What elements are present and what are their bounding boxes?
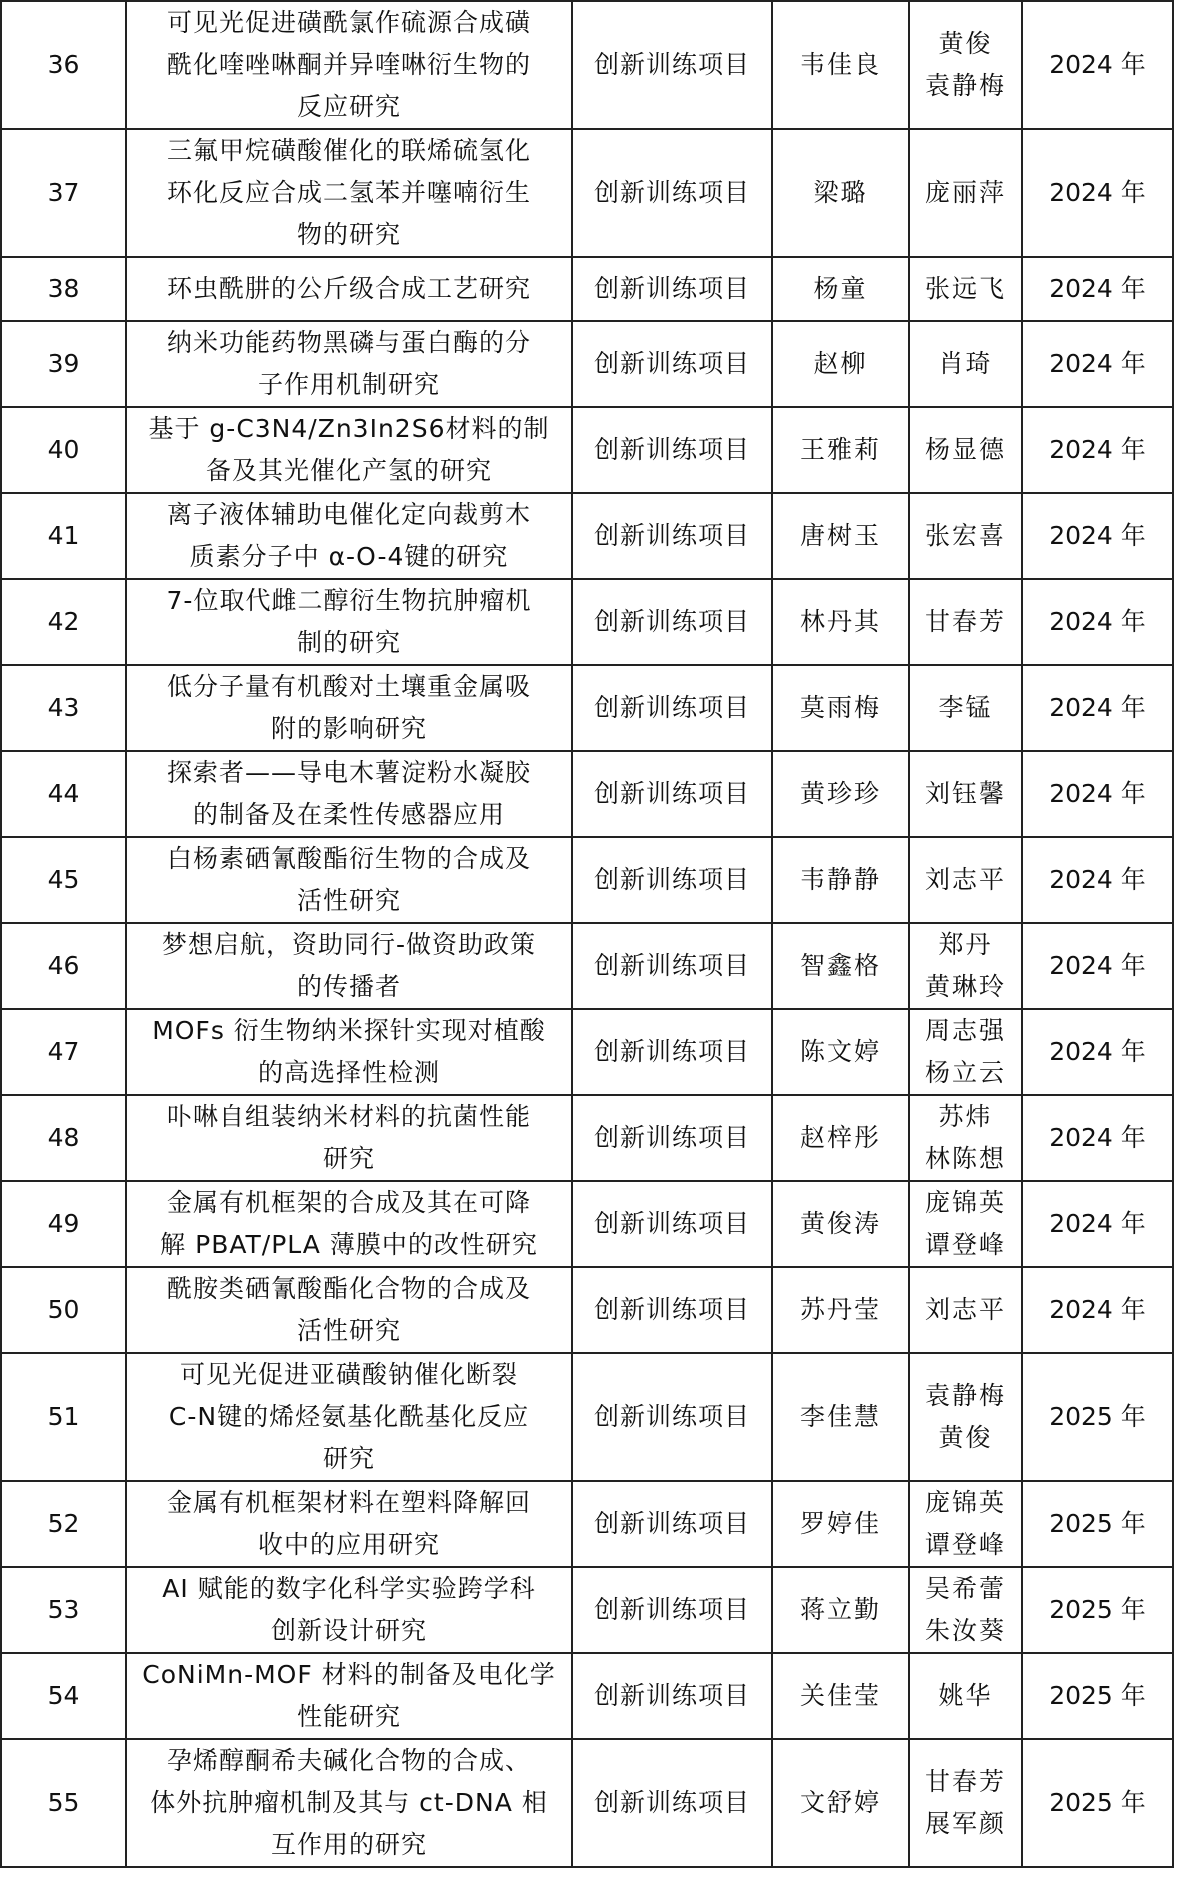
student-name-cell: 智鑫格: [772, 923, 909, 1009]
year-cell: 2024 年: [1022, 751, 1173, 837]
table-row: [1, 1653, 1173, 1739]
student-name-cell: 王雅莉: [772, 407, 909, 493]
student-name-cell: 唐树玉: [772, 493, 909, 579]
project-name-line: 制的研究: [296, 628, 401, 657]
advisor-name: 张宏喜: [924, 521, 1006, 550]
advisor-cell: [909, 493, 1022, 579]
project-name-line: 探索者——导电木薯淀粉水凝胶: [166, 758, 531, 787]
row-number-cell: 53: [1, 1567, 126, 1653]
student-name-cell: 文舒婷: [772, 1739, 909, 1867]
advisor-cell: [909, 1567, 1022, 1653]
project-name-line: MOFs 衍生物纳米探针实现对植酸: [152, 1016, 546, 1045]
student-name-cell: 莫雨梅: [772, 665, 909, 751]
project-name-line: 酰化喹唑啉酮并异喹啉衍生物的: [166, 50, 531, 79]
project-name-line: 体外抗肿瘤机制及其与 ct-DNA 相: [150, 1788, 548, 1817]
table-row: [1, 837, 1173, 923]
project-type-cell: 创新训练项目: [572, 923, 772, 1009]
advisor-name: 庞锦英: [924, 1488, 1006, 1517]
advisor-name: 郑丹: [938, 930, 993, 959]
project-name-cell: [126, 493, 572, 579]
advisor-name: 刘志平: [924, 1295, 1006, 1324]
row-number-cell: 47: [1, 1009, 126, 1095]
table-row: [1, 1267, 1173, 1353]
table-row: [1, 321, 1173, 407]
row-number-cell: 45: [1, 837, 126, 923]
student-name-cell: 李佳慧: [772, 1353, 909, 1481]
table-row: [1, 1739, 1173, 1867]
student-name-cell: 蒋立勤: [772, 1567, 909, 1653]
table-row: [1, 665, 1173, 751]
project-name-line: 金属有机框架的合成及其在可降: [166, 1188, 531, 1217]
table-row: [1, 1095, 1173, 1181]
project-type-cell: 创新训练项目: [572, 1267, 772, 1353]
advisor-name: 林陈想: [924, 1144, 1006, 1173]
advisor-name: 黄俊: [938, 29, 993, 58]
project-name-line: 环化反应合成二氢苯并噻喃衍生: [166, 178, 531, 207]
advisor-name: 谭登峰: [924, 1230, 1006, 1259]
student-name-cell: 梁璐: [772, 129, 909, 257]
student-name-cell: 林丹其: [772, 579, 909, 665]
advisor-name: 袁静梅: [924, 71, 1006, 100]
year-cell: 2024 年: [1022, 1, 1173, 129]
project-table-body: [1, 1, 1173, 1867]
project-name-line: 7-位取代雌二醇衍生物抗肿瘤机: [166, 586, 532, 615]
project-name-line: 质素分子中 α-O-4键的研究: [189, 542, 509, 571]
year-cell: 2024 年: [1022, 407, 1173, 493]
student-name-cell: 黄珍珍: [772, 751, 909, 837]
advisor-cell: [909, 1353, 1022, 1481]
year-cell: 2024 年: [1022, 493, 1173, 579]
row-number-cell: 44: [1, 751, 126, 837]
project-name-cell: [126, 751, 572, 837]
row-number-cell: 46: [1, 923, 126, 1009]
project-name-cell: [126, 1653, 572, 1739]
project-name-line: 备及其光催化产氢的研究: [205, 456, 492, 485]
project-name-line: 附的影响研究: [270, 714, 427, 743]
advisor-cell: [909, 407, 1022, 493]
row-number-cell: 37: [1, 129, 126, 257]
row-number-cell: 54: [1, 1653, 126, 1739]
project-name-line: 互作用的研究: [270, 1830, 427, 1859]
student-name-cell: 赵柳: [772, 321, 909, 407]
project-type-cell: 创新训练项目: [572, 407, 772, 493]
project-type-cell: 创新训练项目: [572, 1181, 772, 1267]
project-name-cell: [126, 129, 572, 257]
project-name-cell: [126, 1481, 572, 1567]
table-row: [1, 1181, 1173, 1267]
project-name-line: 的高选择性检测: [257, 1058, 440, 1087]
advisor-cell: [909, 1009, 1022, 1095]
advisor-name: 刘志平: [924, 865, 1006, 894]
project-name-cell: [126, 407, 572, 493]
advisor-name: 吴希蕾: [924, 1574, 1006, 1603]
project-type-cell: 创新训练项目: [572, 1567, 772, 1653]
row-number-cell: 38: [1, 257, 126, 321]
year-cell: 2025 年: [1022, 1653, 1173, 1739]
table-row: [1, 1567, 1173, 1653]
project-name-line: 低分子量有机酸对土壤重金属吸: [166, 672, 531, 701]
advisor-name: 杨立云: [924, 1058, 1006, 1087]
advisor-name: 展军颜: [924, 1809, 1006, 1838]
row-number-cell: 52: [1, 1481, 126, 1567]
project-type-cell: 创新训练项目: [572, 1739, 772, 1867]
year-cell: 2024 年: [1022, 1267, 1173, 1353]
advisor-name: 谭登峰: [924, 1530, 1006, 1559]
student-name-cell: 关佳莹: [772, 1653, 909, 1739]
year-cell: 2024 年: [1022, 665, 1173, 751]
project-type-cell: 创新训练项目: [572, 1095, 772, 1181]
project-type-cell: 创新训练项目: [572, 1, 772, 129]
advisor-name: 庞丽萍: [924, 178, 1006, 207]
advisor-name: 姚华: [938, 1681, 993, 1710]
row-number-cell: 50: [1, 1267, 126, 1353]
advisor-name: 刘钰馨: [924, 779, 1006, 808]
project-name-line: 孕烯醇酮希夫碱化合物的合成、: [166, 1746, 531, 1775]
project-name-cell: [126, 1353, 572, 1481]
project-name-cell: [126, 923, 572, 1009]
project-name-line: 物的研究: [296, 220, 401, 249]
advisor-cell: [909, 257, 1022, 321]
advisor-cell: [909, 1267, 1022, 1353]
advisor-cell: [909, 1653, 1022, 1739]
project-type-cell: 创新训练项目: [572, 665, 772, 751]
advisor-cell: [909, 837, 1022, 923]
project-name-line: AI 赋能的数字化科学实验跨学科: [162, 1574, 536, 1603]
year-cell: 2024 年: [1022, 321, 1173, 407]
table-row: [1, 1353, 1173, 1481]
year-cell: 2024 年: [1022, 1181, 1173, 1267]
project-name-line: 反应研究: [296, 92, 401, 121]
project-name-line: 收中的应用研究: [257, 1530, 440, 1559]
table-row: [1, 579, 1173, 665]
project-name-line: 解 PBAT/PLA 薄膜中的改性研究: [160, 1230, 538, 1259]
project-name-line: 白杨素硒氰酸酯衍生物的合成及: [166, 844, 531, 873]
project-type-cell: 创新训练项目: [572, 579, 772, 665]
project-name-line: 的制备及在柔性传感器应用: [192, 800, 505, 829]
year-cell: 2025 年: [1022, 1739, 1173, 1867]
row-number-cell: 40: [1, 407, 126, 493]
project-name-cell: [126, 665, 572, 751]
project-type-cell: 创新训练项目: [572, 493, 772, 579]
project-name-cell: [126, 1739, 572, 1867]
project-name-line: 卟啉自组装纳米材料的抗菌性能: [166, 1102, 531, 1131]
year-cell: 2025 年: [1022, 1353, 1173, 1481]
advisor-name: 李锰: [938, 693, 993, 722]
student-name-cell: 韦静静: [772, 837, 909, 923]
project-name-cell: [126, 1009, 572, 1095]
project-type-cell: 创新训练项目: [572, 129, 772, 257]
table-row: [1, 1481, 1173, 1567]
row-number-cell: 48: [1, 1095, 126, 1181]
row-number-cell: 39: [1, 321, 126, 407]
project-name-line: 的传播者: [296, 972, 401, 1001]
project-type-cell: 创新训练项目: [572, 837, 772, 923]
advisor-cell: [909, 1181, 1022, 1267]
year-cell: 2024 年: [1022, 257, 1173, 321]
row-number-cell: 49: [1, 1181, 126, 1267]
project-name-line: 金属有机框架材料在塑料降解回: [166, 1488, 531, 1517]
advisor-name: 黄琳玲: [924, 972, 1006, 1001]
student-name-cell: 杨童: [772, 257, 909, 321]
project-name-cell: [126, 579, 572, 665]
project-name-line: 可见光促进亚磺酸钠催化断裂: [179, 1360, 518, 1389]
advisor-name: 黄俊: [938, 1423, 993, 1452]
advisor-cell: [909, 579, 1022, 665]
project-type-cell: 创新训练项目: [572, 257, 772, 321]
advisor-name: 朱汝葵: [924, 1616, 1006, 1645]
project-name-line: 纳米功能药物黑磷与蛋白酶的分: [166, 328, 531, 357]
advisor-cell: [909, 129, 1022, 257]
project-name-line: 活性研究: [296, 886, 401, 915]
year-cell: 2025 年: [1022, 1567, 1173, 1653]
project-type-cell: 创新训练项目: [572, 751, 772, 837]
advisor-cell: [909, 665, 1022, 751]
project-name-cell: [126, 1567, 572, 1653]
project-name-line: CoNiMn-MOF 材料的制备及电化学: [142, 1660, 556, 1689]
project-name-line: 活性研究: [296, 1316, 401, 1345]
project-name-line: 研究: [322, 1144, 375, 1173]
project-type-cell: 创新训练项目: [572, 321, 772, 407]
advisor-name: 庞锦英: [924, 1188, 1006, 1217]
project-name-cell: [126, 1, 572, 129]
student-name-cell: 赵梓彤: [772, 1095, 909, 1181]
student-name-cell: 陈文婷: [772, 1009, 909, 1095]
project-type-cell: 创新训练项目: [572, 1009, 772, 1095]
table-row: [1, 751, 1173, 837]
student-name-cell: 苏丹莹: [772, 1267, 909, 1353]
advisor-name: 张远飞: [924, 274, 1006, 303]
advisor-name: 袁静梅: [924, 1381, 1006, 1410]
project-name-line: 环虫酰肼的公斤级合成工艺研究: [166, 274, 531, 303]
project-name-line: C-N键的烯烃氨基化酰基化反应: [168, 1402, 530, 1431]
project-name-line: 酰胺类硒氰酸酯化合物的合成及: [166, 1274, 531, 1303]
project-name-line: 性能研究: [296, 1702, 401, 1731]
table-row: [1, 129, 1173, 257]
project-name-cell: [126, 321, 572, 407]
row-number-cell: 51: [1, 1353, 126, 1481]
advisor-name: 周志强: [924, 1016, 1006, 1045]
project-name-line: 基于 g-C3N4/Zn3In2S6材料的制: [148, 414, 550, 443]
advisor-name: 杨显德: [924, 435, 1006, 464]
project-name-cell: [126, 837, 572, 923]
table-row: [1, 923, 1173, 1009]
advisor-name: 苏炜: [938, 1102, 993, 1131]
row-number-cell: 41: [1, 493, 126, 579]
year-cell: 2024 年: [1022, 1095, 1173, 1181]
advisor-cell: [909, 1481, 1022, 1567]
table-row: [1, 407, 1173, 493]
project-name-cell: [126, 1267, 572, 1353]
project-name-cell: [126, 257, 572, 321]
advisor-name: 肖琦: [938, 349, 993, 378]
advisor-cell: [909, 923, 1022, 1009]
student-name-cell: 韦佳良: [772, 1, 909, 129]
row-number-cell: 42: [1, 579, 126, 665]
year-cell: 2024 年: [1022, 129, 1173, 257]
project-name-line: 梦想启航，资助同行-做资助政策: [161, 930, 537, 959]
year-cell: 2024 年: [1022, 579, 1173, 665]
row-number-cell: 55: [1, 1739, 126, 1867]
student-name-cell: 黄俊涛: [772, 1181, 909, 1267]
advisor-cell: [909, 1739, 1022, 1867]
project-type-cell: 创新训练项目: [572, 1481, 772, 1567]
advisor-cell: [909, 1095, 1022, 1181]
project-name-line: 离子液体辅助电催化定向裁剪木: [166, 500, 531, 529]
advisor-cell: [909, 1, 1022, 129]
project-type-cell: 创新训练项目: [572, 1653, 772, 1739]
project-name-cell: [126, 1095, 572, 1181]
project-type-cell: 创新训练项目: [572, 1353, 772, 1481]
year-cell: 2024 年: [1022, 837, 1173, 923]
advisor-cell: [909, 321, 1022, 407]
project-name-line: 可见光促进磺酰氯作硫源合成磺: [166, 8, 531, 37]
table-row: [1, 257, 1173, 321]
table-row: [1, 1, 1173, 129]
advisor-cell: [909, 751, 1022, 837]
project-name-line: 研究: [322, 1444, 375, 1473]
row-number-cell: 36: [1, 1, 126, 129]
advisor-name: 甘春芳: [924, 1767, 1006, 1796]
project-name-line: 创新设计研究: [270, 1616, 427, 1645]
project-name-line: 三氟甲烷磺酸催化的联烯硫氢化: [166, 136, 531, 165]
student-name-cell: 罗婷佳: [772, 1481, 909, 1567]
year-cell: 2024 年: [1022, 923, 1173, 1009]
project-name-cell: [126, 1181, 572, 1267]
year-cell: 2024 年: [1022, 1009, 1173, 1095]
advisor-name: 甘春芳: [924, 607, 1006, 636]
table-row: [1, 493, 1173, 579]
project-name-line: 子作用机制研究: [257, 370, 440, 399]
year-cell: 2025 年: [1022, 1481, 1173, 1567]
table-row: [1, 1009, 1173, 1095]
row-number-cell: 43: [1, 665, 126, 751]
